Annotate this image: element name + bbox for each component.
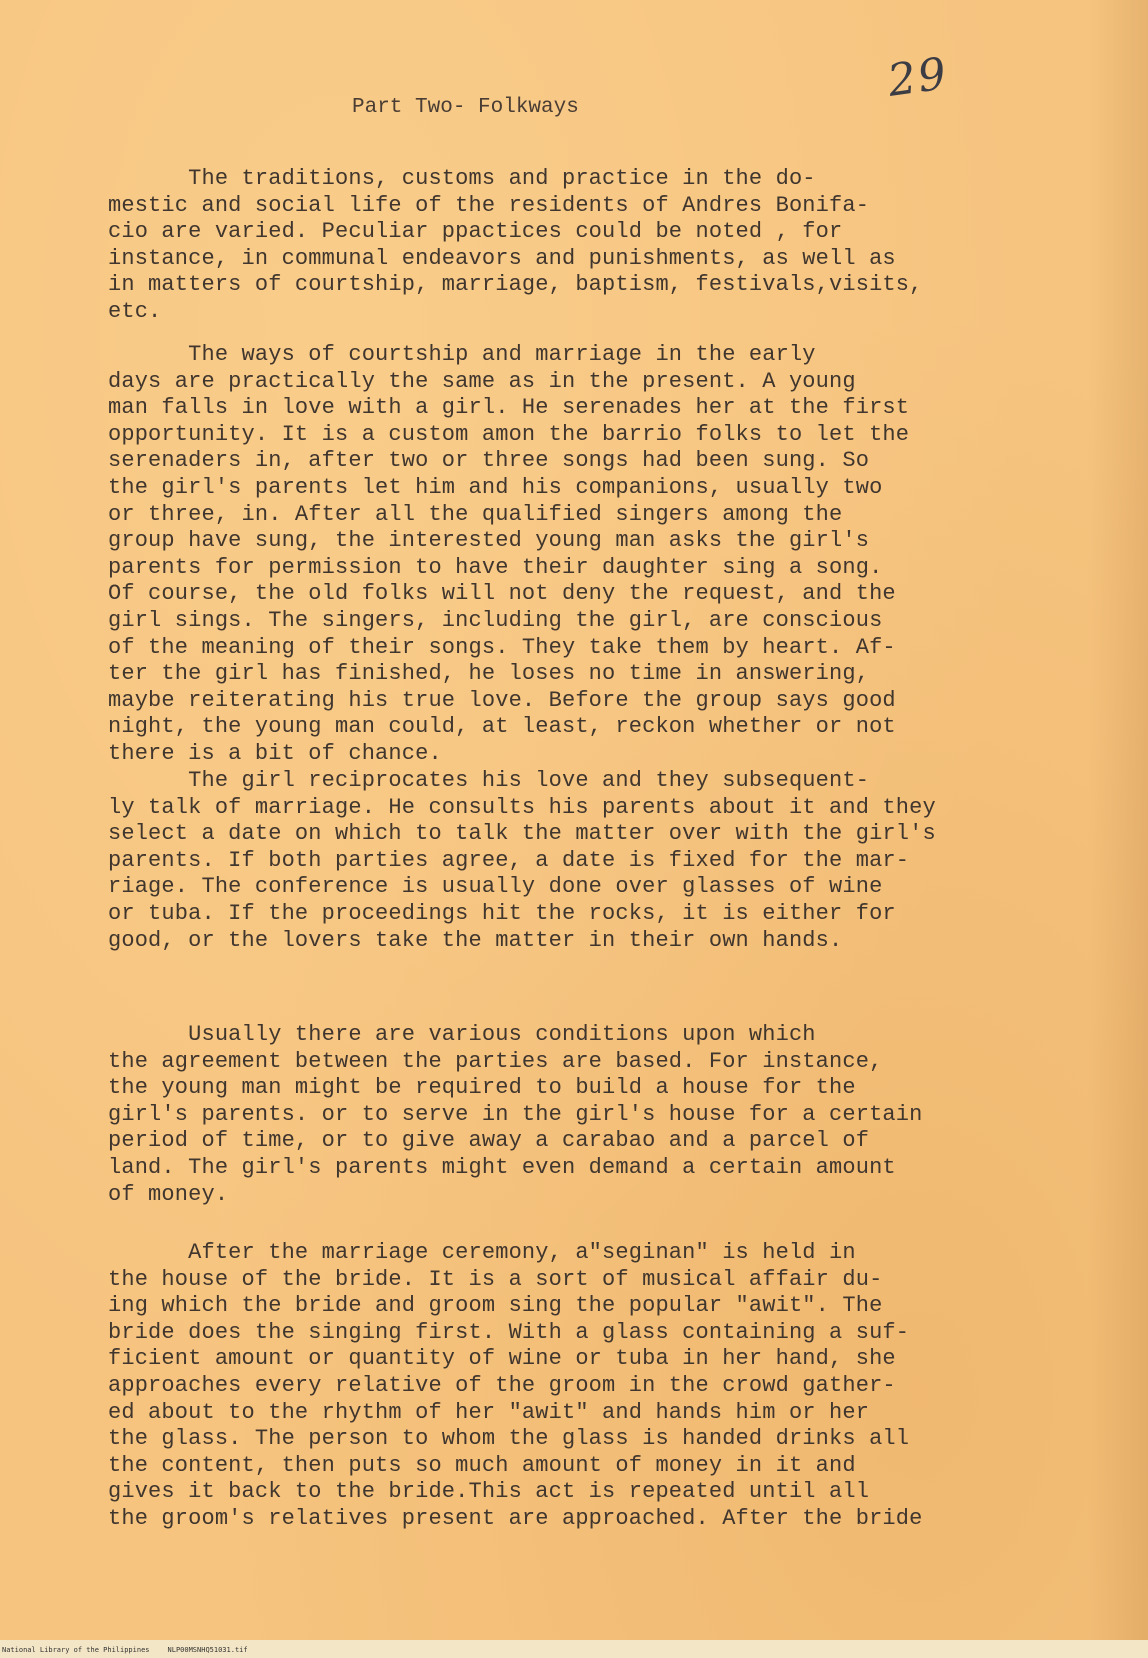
text-line: etc. (108, 298, 162, 324)
text-line: girl sings. The singers, including the girl, are conscious (108, 607, 883, 633)
text-line: the groom's relatives present are approached. After the bride (108, 1505, 923, 1531)
text-line: the content, then puts so much amount of money in it and (108, 1452, 856, 1478)
text-line: The girl reciprocates his love and they subsequent- (108, 768, 870, 793)
text-line: maybe reiterating his true love. Before the group says good (108, 687, 896, 713)
text-line: cio are varied. Peculiar ppactices could be noted , for (108, 219, 843, 245)
text-line: ly talk of marriage. He consults his parents about it and they (108, 794, 936, 820)
text-line: The traditions, customs and practice in the do- (108, 166, 816, 191)
text-line: ing which the bride and groom sing the popular "awit". The (108, 1293, 883, 1319)
text-line: the girl's parents let him and his companions, usually two (108, 474, 883, 500)
text-line: bride does the singing first. With a glass containing a suf- (108, 1319, 910, 1345)
footer-filename: NLP00MSNHQ51031.tif (167, 1646, 248, 1654)
text-line: of money. (108, 1181, 229, 1207)
scan-footer (0, 1643, 1148, 1658)
text-line: night, the young man could, at least, reckon whether or not (108, 714, 896, 740)
text-line: select a date on which to talk the matter over with the girl's (108, 821, 936, 847)
footer-library: National Library of the Philippines (2, 1646, 150, 1654)
text-line: ter the girl has finished, he loses no time in answering, (108, 661, 870, 687)
text-line: good, or the lovers take the matter in their own hands. (108, 927, 843, 953)
text-line: or three, in. After all the qualified singers among the (108, 501, 843, 527)
text-line: Of course, the old folks will not deny the request, and the (108, 581, 896, 607)
text-line: parents for permission to have their daughter sing a song. (108, 554, 883, 580)
text-line: in matters of courtship, marriage, baptism, festivals,visits, (108, 272, 923, 298)
text-line: man falls in love with a girl. He serenades her at the first (108, 395, 910, 421)
text-line: serenaders in, after two or three songs had been sung. So (108, 448, 870, 474)
text-line: days are practically the same as in the present. A young (108, 368, 856, 394)
text-line: riage. The conference is usually done over glasses of wine (108, 874, 883, 900)
text-line: the agreement between the parties are based. For instance, (108, 1048, 883, 1074)
text-line: girl's parents. or to serve in the girl's house for a certain (108, 1101, 923, 1127)
paragraph-courtship (108, 342, 909, 768)
paragraph-intro (108, 166, 922, 326)
handwritten-page-number: 29 (884, 48, 952, 107)
text-line: of the meaning of their songs. They take them by heart. Af- (108, 634, 896, 660)
text-line: land. The girl's parents might even demand a certain amount (108, 1154, 896, 1180)
paragraph-marriage-talk (108, 768, 936, 954)
text-line: After the marriage ceremony, a"seginan" is held in (108, 1240, 856, 1265)
text-line: group have sung, the interested young man asks the girl's (108, 528, 870, 554)
text-line: The ways of courtship and marriage in the early (108, 342, 816, 367)
text-line: mestic and social life of the residents of Andres Bonifa- (108, 192, 870, 218)
text-line: parents. If both parties agree, a date is fixed for the mar- (108, 847, 910, 873)
page-title: Part Two- Folkways (352, 96, 579, 119)
text-line: the young man might be required to build a house for the (108, 1075, 856, 1101)
text-line: the glass. The person to whom the glass is handed drinks all (108, 1426, 910, 1452)
text-line: ficient amount or quantity of wine or tuba in her hand, she (108, 1346, 896, 1372)
text-line: gives it back to the bride.This act is repeated until all (108, 1479, 870, 1505)
text-line: the house of the bride. It is a sort of musical affair du- (108, 1266, 883, 1292)
paragraph-conditions (108, 1022, 922, 1208)
text-line: instance, in communal endeavors and punishments, as well as (108, 245, 896, 271)
text-line: approaches every relative of the groom in the crowd gather- (108, 1372, 896, 1398)
text-line: or tuba. If the proceedings hit the rocks, it is either for (108, 900, 896, 926)
text-line: ed about to the rhythm of her "awit" and hands him or her (108, 1399, 870, 1425)
text-line: Usually there are various conditions upon which (108, 1022, 816, 1047)
text-line: there is a bit of chance. (108, 740, 442, 766)
page-edge-shadow (1088, 0, 1148, 1640)
text-line: period of time, or to give away a carabao and a parcel of (108, 1128, 870, 1154)
text-line: opportunity. It is a custom amon the barrio folks to let the (108, 421, 910, 447)
paragraph-seginan (108, 1240, 922, 1533)
